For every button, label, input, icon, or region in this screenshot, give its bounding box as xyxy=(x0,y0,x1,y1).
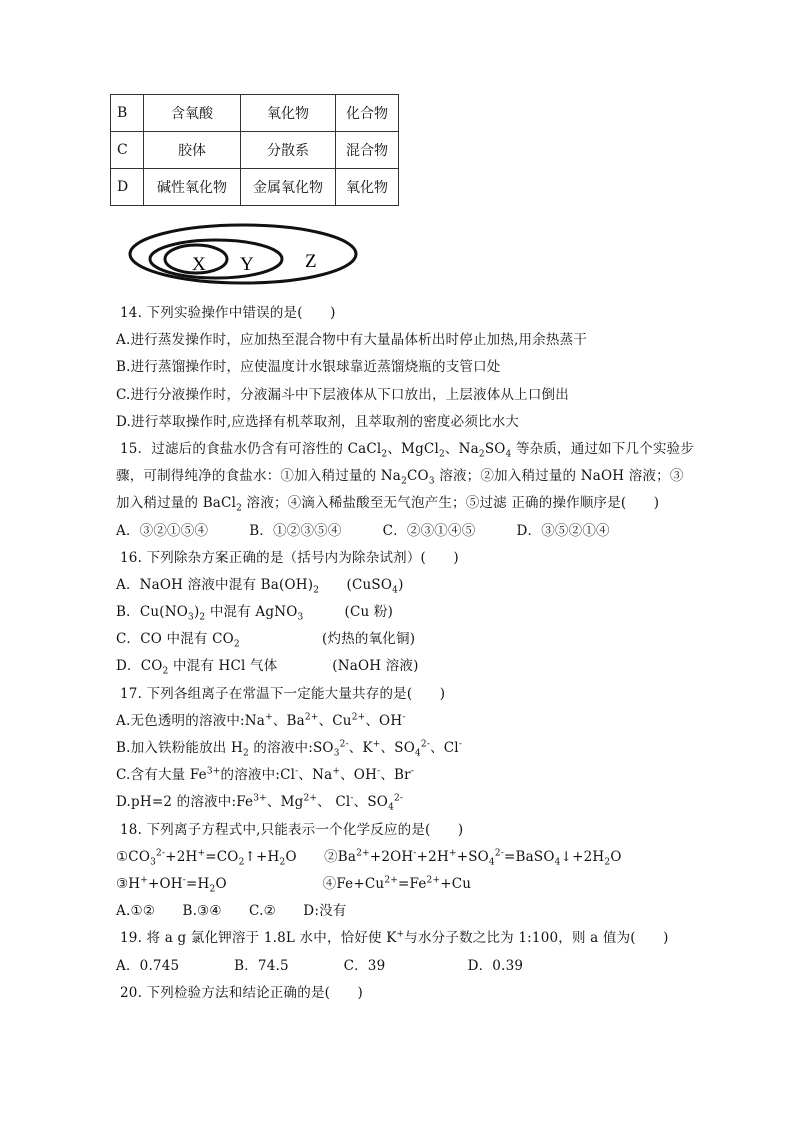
venn-ellipse-y xyxy=(150,240,282,278)
question-stem: 16. 下列除杂方案正确的是（括号内为除杂试剂）( ) xyxy=(120,549,459,566)
table-row xyxy=(111,95,399,132)
table-cell: 分散系 xyxy=(241,132,336,169)
option-text: B.进行蒸馏操作时，应使温度计水银球靠近蒸馏烧瓶的支管口处 xyxy=(116,359,501,376)
option-text: A．③②①⑤④ B．①②③⑤④ C．②③①④⑤ D．③⑤②①④ xyxy=(116,522,610,539)
table-cell: B xyxy=(111,95,144,132)
option-text: D.pH=2 的溶液中$:Fe^{3+}$、$Mg^{2+}$、 Cl-、$SO_4^{2-}$ xyxy=(116,793,404,814)
table-row xyxy=(111,132,399,169)
table-cell: C xyxy=(111,132,144,169)
venn-diagram xyxy=(128,221,362,287)
question-stem: 17. 下列各组离子在常温下一定能大量共存的是( ) xyxy=(120,685,446,702)
question-stem: 19. 将 a g 氯化钾溶于 1.8L 水中，恰好使 K+与水分子数之比为 1:100，则 a 值为( ) xyxy=(120,929,669,947)
question-stem: 14. 下列实验操作中错误的是( ) xyxy=(120,305,336,321)
venn-label-x: X xyxy=(192,254,206,275)
option-text: C．CO 中混有 $CO_2$ (灼热的氧化铜) xyxy=(116,631,416,650)
option-text: 骤，可制得纯净的食盐水：①加入稍过量的 $Na_2CO_3$ 溶液；②加入稍过量的 NaOH 溶液；③ xyxy=(116,468,684,487)
question-lines xyxy=(116,300,736,1007)
option-text: A．NaOH 溶液中混有 $Ba(OH)_2$ (CuSO$_4$) xyxy=(116,576,404,596)
option-text: $①CO_3^{2-}+2H^+=CO_2↑+H_2O$ $②Ba^{2+}+2OH^-+2H^++SO_4^{2-}=BaSO_4↓+2H_2O$ xyxy=(116,848,622,868)
option-text: D.进行萃取操作时,应选择有机萃取剂，且萃取剂的密度必须比水大 xyxy=(116,413,520,430)
option-text: 加入稍过量的 BaCl$_2$ 溶液；④滴入稀盐酸至无气泡产生；⑤过滤 正确的操作顺序是( ) xyxy=(116,495,660,514)
option-text: D．$CO_2$ 中混有 HCl 气体 (NaOH 溶液) xyxy=(116,658,419,678)
table-cell: 化合物 xyxy=(336,95,399,132)
option-text: A.进行蒸发操作时，应加热至混合物中有大量晶体析出时停止加热,用余热蒸干 xyxy=(116,332,588,349)
table-cell: 金属氧化物 xyxy=(241,169,336,206)
option-text: A．0.745 B．74.5 C．39 D．0.39 xyxy=(116,957,524,974)
table-cell: D xyxy=(111,169,144,206)
question-stem: 15．过滤后的食盐水仍含有可溶性的 CaCl$_2$、MgCl$_2$、$Na_2SO_4$ 等杂质，通过如下几个实验步 xyxy=(120,440,695,460)
table-cell: 胶体 xyxy=(144,132,241,169)
table-cell: 含氧酸 xyxy=(144,95,241,132)
question-stem: 18. 下列离子方程式中,只能表示一个化学反应的是( ) xyxy=(120,821,464,838)
table-cell: 氧化物 xyxy=(336,169,399,206)
option-text: B.加入铁粉能放出 $H_2$ 的溶液中$:SO_3^{2-}$、K+、$SO_4^{2-}$、Cl- xyxy=(116,739,463,759)
option-text: A.①② B.③④ C.② D:没有 xyxy=(116,903,347,920)
classification-table xyxy=(110,94,399,206)
option-text: B．$Cu(NO_3)_2$ 中混有 AgNO$_3$ (Cu 粉) xyxy=(116,604,394,623)
question-stem: 20. 下列检验方法和结论正确的是( ) xyxy=(120,984,363,1001)
option-text: C.含有大量 $Fe^{3+}$的溶液中:Cl-、Na+、OH-、Br- xyxy=(116,766,415,784)
option-text: $③H^++OH^-=H_2O$ $④Fe+Cu^{2+}=Fe^{2+}+Cu$ xyxy=(116,875,472,895)
table-cell: 氧化物 xyxy=(241,95,336,132)
option-text: A.无色透明的溶液中:Na+、$Ba^{2+}$、$Cu^{2+}$、OH- xyxy=(116,712,406,729)
venn-label-y: Y xyxy=(240,254,254,275)
table-cell: 混合物 xyxy=(336,132,399,169)
table-row xyxy=(111,169,399,206)
table-cell: 碱性氧化物 xyxy=(144,169,241,206)
venn-label-z: Z xyxy=(305,251,317,272)
option-text: C.进行分液操作时，分液漏斗中下层液体从下口放出，上层液体从上口倒出 xyxy=(116,386,569,403)
